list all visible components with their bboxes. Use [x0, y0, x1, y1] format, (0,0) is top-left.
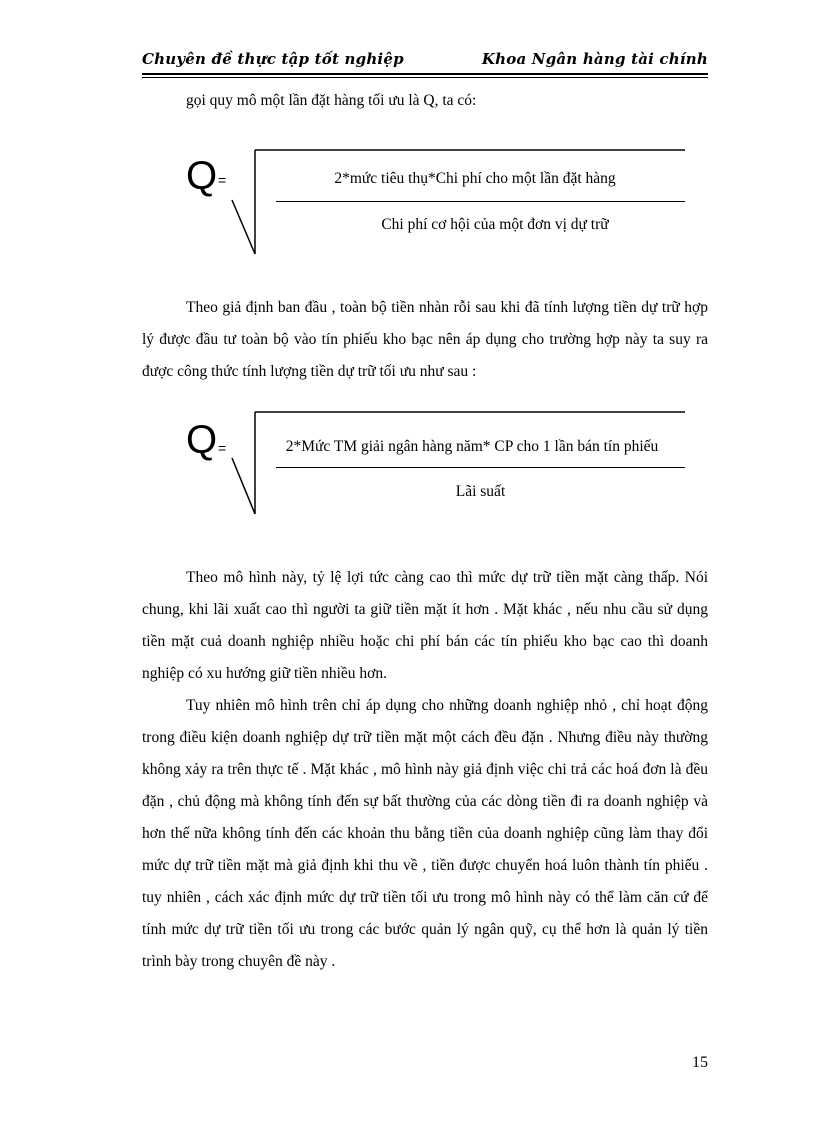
- header-document-title: Chuyên đề thực tập tốt nghiệp: [142, 50, 404, 68]
- formula-2-denominator: Lãi suất: [455, 483, 506, 500]
- paragraph-1: Theo giả định ban đầu , toàn bộ tiền nhàn rỗi sau khi đã tính lượng tiền dự trữ hợp lý được đầu tư toàn bộ vào tín phiếu kho bạc nên áp dụng cho trường hợp này ta suy ra được công thức tính lượng tiền dự trữ tối ưu như sau :: [142, 299, 708, 380]
- page-header: [142, 48, 708, 72]
- formula-1: [180, 148, 700, 258]
- formula-2-radical-sign: [180, 410, 700, 520]
- formula-1-equals: =: [218, 172, 227, 188]
- header-rule-thin: [142, 77, 708, 78]
- formula-1-denominator: Chi phí cơ hội của một đơn vị dự trữ: [381, 216, 609, 233]
- intro-line: gọi quy mô một lần đặt hàng tối ưu là Q, ta có:: [186, 92, 477, 109]
- formula-2-fraction-bar: [276, 467, 685, 468]
- paragraph-2: Theo mô hình này, tỷ lệ lợi tức càng cao thì mức dự trữ tiền mặt càng thấp. Nói chung, khi lãi xuất cao thì người ta giữ tiền mặt ít hơn . Mặt khác , nếu nhu cầu sử dụng tiền mặt cuả doanh nghiệp nhiều hoặc chi phí bán các tín phiếu kho bạc cao thì doanh nghiệp có xu hướng giữ tiền nhiều hơn.: [142, 569, 708, 682]
- formula-1-numerator: 2*mức tiêu thụ*Chi phí cho một lần đặt hàng: [334, 170, 616, 187]
- header-faculty-name: Khoa Ngân hàng tài chính: [481, 50, 708, 68]
- formula-2-numerator: 2*Mức TM giải ngân hàng năm* CP cho 1 lần bán tín phiếu: [285, 438, 659, 455]
- page-number: 15: [692, 1054, 708, 1071]
- paragraph-3: Tuy nhiên mô hình trên chỉ áp dụng cho những doanh nghiệp nhỏ , chỉ hoạt động trong điều kiện doanh nghiệp dự trữ tiền mặt một cách đều đặn . Nhưng điều này thường không xảy ra trên thực tế . Mặt khác , mô hình này giả định việc chi trả các hoá đơn là đều đặn , chủ động mà không tính đến sự bất thường của các dòng tiền đi ra doanh nghiệp và hơn thế nữa không tính đến các khoản thu bằng tiền của doanh nghiệp cũng làm thay đổi mức dự trữ tiền mặt mà giả định khi thu về , tiền được chuyển hoá luôn thành tín phiếu . tuy nhiên , cách xác định mức dự trữ tiền tối ưu trong mô hình này có thể làm căn cứ để tính mức dự trữ tiền tối ưu trong các bước quản lý ngân quỹ, cụ thể hơn là quản lý tiền trình bày trong chuyên đề này .: [142, 697, 708, 970]
- formula-1-radical-sign: [180, 148, 700, 258]
- formula-1-symbol: Q: [186, 154, 218, 198]
- formula-2-symbol: Q: [186, 418, 218, 462]
- header-rule-thick: [142, 73, 708, 75]
- formula-1-fraction-bar: [276, 201, 685, 202]
- formula-2-equals: =: [218, 440, 227, 456]
- formula-2: [180, 410, 700, 520]
